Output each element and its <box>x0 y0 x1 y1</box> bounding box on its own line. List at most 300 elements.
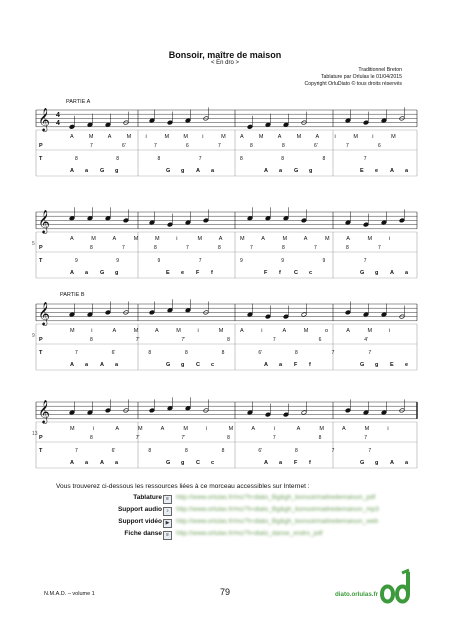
resource-label: Support vidéo <box>118 518 162 525</box>
fingering-letter: M <box>133 328 139 334</box>
note-head <box>283 122 289 127</box>
fingering-letter: i <box>176 236 178 242</box>
note-head <box>265 216 271 221</box>
note-head <box>185 308 191 313</box>
pull-button: 4' <box>364 337 369 343</box>
push-label: T <box>39 258 43 264</box>
push-button: 9 <box>240 258 243 264</box>
fingering-letter: A <box>155 328 159 334</box>
bass-chord: E <box>166 270 170 276</box>
bass-chord: f <box>309 460 311 466</box>
video-icon[interactable]: ▶ <box>163 519 172 528</box>
pull-button: 7' <box>135 435 140 441</box>
fingering-letter: o <box>325 328 329 334</box>
note-head <box>363 410 369 415</box>
logo-icon <box>378 568 412 608</box>
note-head <box>265 122 271 127</box>
fingering-letter: M <box>197 236 203 242</box>
note-head <box>345 220 351 225</box>
bass-chord: A <box>70 362 74 368</box>
music-system <box>30 292 425 387</box>
pull-button: 8 <box>346 245 349 251</box>
push-button: 8 <box>221 350 225 356</box>
push-button: 8 <box>295 448 298 454</box>
page-title: Bonsoir, maître de maison <box>168 50 282 60</box>
treble-clef-icon: 𝄞 <box>38 109 50 131</box>
bass-chord: e <box>375 168 379 174</box>
note-head <box>185 118 191 123</box>
push-button: 8 <box>185 350 188 356</box>
push-button: 8 <box>148 448 152 454</box>
bass-chord: G <box>360 362 365 368</box>
fingering-letter: A <box>112 236 117 242</box>
fingering-letter: A <box>160 426 165 432</box>
bass-chord: f <box>309 362 311 368</box>
time-signature: 4 <box>56 120 60 127</box>
bass-chord: a <box>115 362 119 368</box>
fingering-letter: M <box>228 426 234 432</box>
bass-chord: A <box>264 168 268 174</box>
fingering-letter: A <box>346 328 350 334</box>
note-head <box>247 124 253 129</box>
music-system <box>30 200 425 295</box>
push-button: 8 <box>116 156 120 162</box>
pull-label: P <box>39 337 43 343</box>
pull-button: 8 <box>90 245 93 251</box>
bass-chord: A <box>100 460 104 466</box>
measure-number: 5 <box>32 241 35 247</box>
push-button: 8 <box>322 156 326 162</box>
bass-chord: C <box>196 362 200 368</box>
push-button: 7 <box>363 156 367 162</box>
note-head <box>301 312 307 317</box>
fingering-letter: M <box>319 426 324 432</box>
bass-chord: a <box>211 168 215 174</box>
fingering-letter: i <box>91 328 93 334</box>
bass-chord: E <box>390 362 394 368</box>
fingering-letter: A <box>112 328 117 334</box>
bass-chord: a <box>405 168 409 174</box>
bass-chord: G <box>100 168 105 174</box>
bass-chord: f <box>279 270 281 276</box>
pull-button: 7 <box>364 435 368 441</box>
pull-button: 7' <box>135 337 140 343</box>
bass-chord: g <box>181 460 185 466</box>
pull-button: 8 <box>90 337 93 343</box>
fingering-letter: i <box>206 426 208 432</box>
bass-chord: a <box>85 168 89 174</box>
bass-chord: a <box>115 460 119 466</box>
fingering-letter: A <box>107 134 112 140</box>
pull-button: 7 <box>250 245 253 251</box>
note-head <box>149 118 155 123</box>
push-button: 8 <box>281 156 285 162</box>
push-button: 6' <box>111 350 116 356</box>
bass-chord: C <box>196 460 200 466</box>
fingering-letter: M <box>88 134 94 140</box>
note-head <box>247 312 253 317</box>
note-head <box>247 216 253 221</box>
push-button: 8 <box>295 350 298 356</box>
bass-chord: G <box>360 270 365 276</box>
pull-button: 7' <box>181 435 186 441</box>
file-icon[interactable]: ≡ <box>163 531 172 540</box>
fingering-letter: M <box>353 134 358 140</box>
fingering-letter: M <box>176 328 181 334</box>
push-button: 7 <box>331 448 335 454</box>
fingering-letter: i <box>388 236 390 242</box>
treble-clef-icon: 𝄞 <box>38 211 50 233</box>
fingering-letter: i <box>145 134 147 140</box>
bass-chord: A <box>390 168 394 174</box>
bass-chord: A <box>390 270 394 276</box>
note-head <box>87 312 93 317</box>
pull-button: 7 <box>346 143 349 149</box>
resource-link[interactable]: http://www.orlulas.fr/mc/?t=diato_Bg&gh_bonsoirmaitredemaison_web <box>176 518 379 525</box>
note-head <box>203 218 209 223</box>
note-head <box>283 216 289 221</box>
fingering-letter: M <box>367 236 373 242</box>
note-head <box>301 218 307 223</box>
note-head <box>69 124 75 129</box>
fingering-letter: M <box>70 328 75 334</box>
fingering-letter: A <box>70 134 74 140</box>
push-button: 7 <box>331 350 335 356</box>
fingering-letter: M <box>155 236 160 242</box>
note-head <box>265 314 271 319</box>
note-head <box>105 216 111 221</box>
note-head <box>167 120 173 125</box>
note-head <box>167 406 173 411</box>
fingering-letter: M <box>364 426 370 432</box>
note-head <box>87 122 93 127</box>
credit-origin: Traditionnel Breton <box>358 67 402 73</box>
resource-link[interactable]: http://www.orlulas.fr/mc/?t=diato_Bg&gh_bonsoirmaitredemaison_mp3 <box>176 506 379 513</box>
note-head <box>185 406 191 411</box>
resource-row <box>60 530 420 541</box>
bass-chord: A <box>390 460 394 466</box>
bass-chord: a <box>279 168 283 174</box>
pull-button: 8 <box>218 245 221 251</box>
note-head <box>381 220 387 225</box>
note-head <box>105 310 111 315</box>
bass-chord: G <box>294 168 299 174</box>
note-head <box>363 222 369 227</box>
pull-button: 6 <box>378 143 381 149</box>
pull-button: 7 <box>378 245 381 251</box>
pull-button: 6 <box>186 143 189 149</box>
fingering-letter: M <box>218 328 224 334</box>
bass-chord: a <box>405 270 409 276</box>
push-button: 8 <box>157 156 161 162</box>
note-head <box>399 218 405 223</box>
note-head <box>265 412 271 417</box>
push-button: 8 <box>221 448 225 454</box>
note-head <box>105 408 111 413</box>
time-signature: 4 <box>56 112 60 119</box>
bass-chord: a <box>85 362 89 368</box>
bass-chord: e <box>181 270 185 276</box>
fingering-letter: i <box>274 426 276 432</box>
note-head <box>363 312 369 317</box>
note-head <box>381 118 387 123</box>
push-button: 9 <box>116 258 120 264</box>
note-head <box>149 220 155 225</box>
bass-chord: G <box>100 270 105 276</box>
fingering-letter: M <box>325 236 330 242</box>
pull-button: 6' <box>314 143 318 149</box>
treble-clef-icon: 𝄞 <box>38 401 50 423</box>
push-button: 8 <box>148 350 152 356</box>
credit-copyright: Copyright OrluDiato © tous droits réservés <box>304 81 402 87</box>
note-head <box>363 120 369 125</box>
pull-button: 8 <box>282 143 285 149</box>
push-button: 8 <box>185 448 188 454</box>
note-head <box>247 410 253 415</box>
note-head <box>87 216 93 221</box>
bass-chord: A <box>100 362 104 368</box>
bass-chord: G <box>166 460 171 466</box>
bass-chord: G <box>360 460 365 466</box>
fingering-letter: A <box>240 328 244 334</box>
note-head <box>69 410 75 415</box>
bass-chord: e <box>405 362 409 368</box>
push-label: T <box>39 156 43 162</box>
pull-button: 7 <box>218 143 221 149</box>
bass-chord: F <box>196 270 200 276</box>
measure-number: 13 <box>32 431 38 437</box>
note-head <box>69 216 75 221</box>
fingering-letter: A <box>261 236 265 242</box>
bass-chord: g <box>375 270 379 276</box>
pull-button: 6 <box>318 337 322 343</box>
page-number: 79 <box>219 587 230 597</box>
fingering-letter: M <box>258 134 264 140</box>
footer-site-link[interactable]: diato.orlulas.fr <box>335 591 378 598</box>
note-head <box>301 410 307 415</box>
push-label: T <box>39 350 43 356</box>
brand-logo <box>378 568 412 613</box>
fingering-letter: A <box>115 426 120 432</box>
fingering-letter: A <box>282 328 287 334</box>
bass-chord: F <box>264 270 268 276</box>
fingering-letter: M <box>91 236 96 242</box>
fingering-letter: M <box>70 426 75 432</box>
fingering-letter: A <box>240 134 244 140</box>
push-label: T <box>39 448 43 454</box>
fingering-letter: M <box>240 236 245 242</box>
resource-row <box>60 506 420 517</box>
push-button: 7 <box>75 448 78 454</box>
credit-author: Tablature par Orlulas le 01/04/2015 <box>320 74 402 80</box>
pull-label: P <box>39 143 43 149</box>
fingering-letter: A <box>251 426 256 432</box>
bass-chord: g <box>375 362 379 368</box>
bass-chord: A <box>70 168 74 174</box>
resource-link[interactable]: http://www.orlulas.fr/mc/?t=diato_danse_endro_pdf <box>176 530 323 537</box>
credits <box>304 67 402 88</box>
pull-button: 7' <box>181 337 186 343</box>
bass-chord: A <box>70 270 74 276</box>
push-button: 9 <box>157 258 161 264</box>
bass-chord: a <box>279 362 283 368</box>
fingering-letter: A <box>346 236 350 242</box>
resource-link[interactable]: http://www.orlulas.fr/mc/?t=diato_Bg&gh_bonsoirmaitredemaison_pdf <box>176 494 376 501</box>
resource-label: Support audio <box>117 506 162 513</box>
fingering-letter: A <box>70 236 74 242</box>
bass-chord: c <box>211 362 215 368</box>
fingering-letter: i <box>261 328 263 334</box>
music-system <box>30 390 425 485</box>
bass-chord: F <box>294 460 298 466</box>
pull-label: P <box>39 435 43 441</box>
push-button: 7 <box>198 156 202 162</box>
fingering-letter: i <box>387 426 389 432</box>
part-label: PARTIE B <box>60 292 85 298</box>
push-button: 9 <box>322 258 326 264</box>
audio-icon[interactable]: ♪ <box>163 507 172 516</box>
push-button: 7 <box>363 258 367 264</box>
fingering-letter: M <box>221 134 226 140</box>
note-head <box>123 218 129 223</box>
pull-button: 7 <box>272 435 276 441</box>
page-subtitle: < En dro > <box>210 60 240 66</box>
resource-row <box>60 494 420 505</box>
bass-chord: a <box>405 460 409 466</box>
fingering-letter: i <box>197 328 199 334</box>
fingering-letter: M <box>183 426 188 432</box>
fingering-letter: M <box>126 134 132 140</box>
push-button: 6' <box>258 350 263 356</box>
fingering-letter: M <box>296 134 302 140</box>
bass-chord: c <box>211 460 215 466</box>
pull-button: 7 <box>154 143 157 149</box>
pull-button: 8 <box>318 435 322 441</box>
bass-chord: g <box>115 270 119 276</box>
push-button: 9 <box>75 258 78 264</box>
part-label: PARTIE A <box>66 99 91 105</box>
fingering-letter: i <box>388 328 390 334</box>
fingering-letter: M <box>282 236 288 242</box>
note-head <box>69 312 75 317</box>
note-head <box>149 408 155 413</box>
push-button: 7 <box>368 448 372 454</box>
note-head <box>381 312 387 317</box>
note-head <box>345 310 351 315</box>
fingering-letter: M <box>164 134 170 140</box>
bass-chord: a <box>85 270 89 276</box>
bass-chord: a <box>279 460 283 466</box>
pull-label: P <box>39 245 43 251</box>
pull-button: 8 <box>227 435 230 441</box>
note-head <box>167 308 173 313</box>
pull-button: 7 <box>272 337 276 343</box>
pull-button: 8 <box>282 245 285 251</box>
resources-intro: Vous trouverez ci-dessous les ressources liées à ce morceau accessibles sur Internet : <box>56 483 310 490</box>
bass-chord: g <box>309 168 313 174</box>
fingering-letter: M <box>183 134 188 140</box>
bass-chord: G <box>166 362 171 368</box>
fingering-letter: i <box>372 134 374 140</box>
resource-label: Fiche danse <box>124 530 162 537</box>
fingering-letter: A <box>218 236 223 242</box>
bass-chord: A <box>70 460 74 466</box>
bass-chord: f <box>211 270 213 276</box>
fingering-letter: M <box>367 328 373 334</box>
pull-button: 6' <box>122 143 126 149</box>
note-head <box>185 220 191 225</box>
note-head <box>381 410 387 415</box>
fingering-letter: M <box>138 426 143 432</box>
note-head <box>345 408 351 413</box>
note-head <box>105 122 111 127</box>
bass-chord: E <box>360 168 364 174</box>
measure-number: 9 <box>32 333 35 339</box>
bass-chord: c <box>309 270 313 276</box>
pull-button: 8 <box>90 435 93 441</box>
fingering-letter: A <box>342 426 346 432</box>
bass-chord: G <box>166 168 171 174</box>
bass-chord: g <box>181 362 185 368</box>
note-head <box>149 310 155 315</box>
resource-label: Tablature <box>133 494 162 501</box>
push-button: 9 <box>281 258 285 264</box>
bass-chord: g <box>181 168 185 174</box>
push-button: 6' <box>258 448 263 454</box>
bass-chord: g <box>115 168 119 174</box>
fingering-letter: M <box>133 236 139 242</box>
pull-button: 8 <box>227 337 230 343</box>
fingering-letter: i <box>92 426 94 432</box>
file-icon[interactable]: ≡ <box>163 495 172 504</box>
pull-button: 7 <box>122 245 125 251</box>
push-button: 8 <box>240 156 243 162</box>
fingering-letter: A <box>296 426 301 432</box>
bass-chord: F <box>294 362 298 368</box>
push-button: 7 <box>75 350 78 356</box>
music-system <box>30 98 425 193</box>
note-head <box>283 412 289 417</box>
treble-clef-icon: 𝄞 <box>38 303 50 325</box>
bass-chord: C <box>294 270 298 276</box>
bass-chord: a <box>85 460 89 466</box>
fingering-letter: A <box>303 236 308 242</box>
fingering-letter: A <box>277 134 282 140</box>
bass-chord: A <box>264 362 268 368</box>
pull-button: 7 <box>90 143 93 149</box>
fingering-letter: A <box>315 134 320 140</box>
footer-volume: N.M.A.D. – volume 1 <box>44 591 95 597</box>
push-button: 7 <box>198 258 202 264</box>
note-head <box>283 314 289 319</box>
bass-chord: A <box>196 168 200 174</box>
fingering-letter: i <box>202 134 204 140</box>
pull-button: 7 <box>314 245 317 251</box>
push-button: 8 <box>75 156 78 162</box>
note-head <box>167 222 173 227</box>
resource-row <box>60 518 420 529</box>
push-button: 7 <box>368 350 372 356</box>
fingering-letter: i <box>334 134 336 140</box>
note-head <box>345 118 351 123</box>
pull-button: 8 <box>250 143 253 149</box>
fingering-letter: M <box>303 328 309 334</box>
pull-button: 7 <box>186 245 189 251</box>
push-button: 6' <box>111 448 116 454</box>
pull-button: 8 <box>154 245 157 251</box>
note-head <box>87 410 93 415</box>
bass-chord: A <box>264 460 268 466</box>
